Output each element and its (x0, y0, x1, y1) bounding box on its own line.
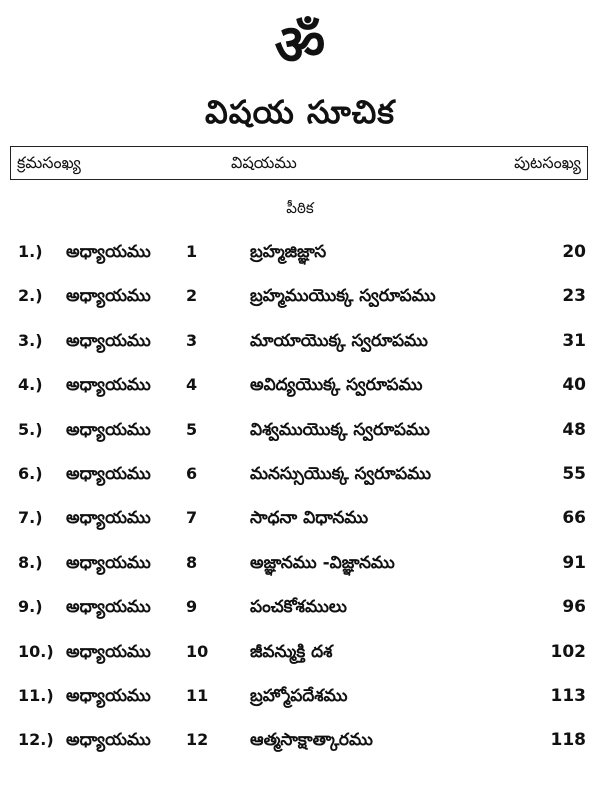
entry-index: 8.) (18, 552, 43, 572)
entry-topic: మాయాయొక్క స్వరూపము (250, 330, 428, 351)
contents-list (0, 233, 600, 766)
entry-chapter-word: అధ్యాయము (66, 330, 151, 351)
entry-topic: మనస్సుయొక్క స్వరూపము (250, 463, 432, 484)
entry-chapter-word: అధ్యాయము (66, 242, 151, 262)
entry-index: 12.) (18, 730, 54, 750)
entry-page-number: 31 (562, 330, 586, 351)
entry-chapter-number: 11 (186, 685, 209, 705)
entry-chapter-word: అధ్యాయము (66, 508, 151, 529)
om-symbol: ॐ (274, 13, 326, 78)
entry-page-number: 102 (550, 641, 586, 662)
entry-index: 9.) (18, 597, 43, 617)
entry-chapter-number: 6 (186, 463, 198, 483)
entry-page-number: 20 (562, 242, 586, 262)
entry-chapter-number: 7 (186, 508, 198, 528)
entry-chapter-word: అధ్యాయము (66, 641, 151, 662)
entry-chapter-number: 3 (186, 330, 198, 350)
entry-topic: పంచకోశములు (250, 597, 347, 618)
entry-topic: విశ్వముయొక్క స్వరూపము (250, 419, 430, 440)
header-subject-label: విషయము (231, 153, 297, 172)
entry-chapter-number: 2 (186, 286, 198, 306)
list-item (0, 322, 600, 366)
entry-page-number: 48 (562, 419, 586, 440)
list-item (0, 499, 600, 543)
entry-index: 6.) (18, 463, 43, 483)
entry-topic: ఆత్మసాక్షాత్కారము (250, 730, 373, 751)
entry-topic: బ్రహ్మోపదేశము (250, 685, 348, 706)
entry-chapter-number: 1 (186, 242, 198, 261)
entry-chapter-word: అధ్యాయము (66, 597, 151, 618)
entry-page-number: 91 (562, 552, 586, 573)
entry-chapter-number: 8 (186, 552, 198, 572)
entry-chapter-number: 12 (186, 730, 209, 750)
list-item (0, 544, 600, 588)
entry-chapter-word: అధ్యాయము (66, 463, 151, 484)
entry-page-number: 23 (562, 286, 586, 307)
entry-chapter-word: అధ్యాయము (66, 286, 151, 307)
entry-topic: జీవన్ముక్తి దశ (250, 641, 333, 662)
entry-index: 1.) (18, 242, 43, 261)
entry-chapter-word: అధ్యాయము (66, 685, 151, 706)
entry-index: 2.) (18, 286, 43, 306)
entry-topic: అవిద్యయొక్క స్వరూపము (250, 375, 423, 396)
entry-index: 4.) (18, 375, 43, 395)
list-item (0, 455, 600, 499)
header-serial-label: క్రమసంఖ్య (17, 153, 81, 172)
entry-topic: అజ్ఞానము -విజ్ఞానము (250, 552, 395, 573)
entry-chapter-number: 9 (186, 597, 198, 617)
entry-index: 10.) (18, 641, 54, 661)
entry-index: 3.) (18, 330, 43, 350)
entry-index: 5.) (18, 419, 43, 439)
entry-page-number: 40 (562, 375, 586, 396)
entry-page-number: 55 (562, 463, 586, 484)
list-item (0, 366, 600, 410)
list-item (0, 633, 600, 677)
entry-topic: సాధనా విధానము (250, 508, 369, 529)
list-item (0, 277, 600, 321)
entry-index: 7.) (18, 508, 43, 528)
list-item (0, 721, 600, 765)
entry-chapter-word: అధ్యాయము (66, 375, 151, 396)
list-item (0, 233, 600, 277)
entry-chapter-word: అధ్యాయము (66, 419, 151, 440)
entry-chapter-number: 5 (186, 419, 198, 439)
entry-page-number: 96 (562, 597, 586, 618)
section-label: పీఠిక (286, 199, 314, 217)
page-title: విషయ సూచిక (205, 93, 395, 131)
list-item (0, 588, 600, 632)
entry-page-number: 66 (562, 508, 586, 529)
entry-topic: బ్రహ్మజిజ్ఞాస (250, 242, 327, 262)
entry-page-number: 118 (550, 730, 586, 751)
list-item (0, 677, 600, 721)
entry-index: 11.) (18, 685, 54, 705)
entry-page-number: 113 (550, 685, 586, 706)
entry-chapter-word: అధ్యాయము (66, 730, 151, 751)
entry-chapter-word: అధ్యాయము (66, 552, 151, 573)
entry-chapter-number: 4 (186, 375, 198, 395)
header-page-label: పుటసంఖ్య (514, 153, 581, 172)
entry-chapter-number: 10 (186, 641, 209, 661)
entry-topic: బ్రహ్మముయొక్క స్వరూపము (250, 286, 436, 307)
table-header (10, 146, 588, 180)
list-item (0, 411, 600, 455)
